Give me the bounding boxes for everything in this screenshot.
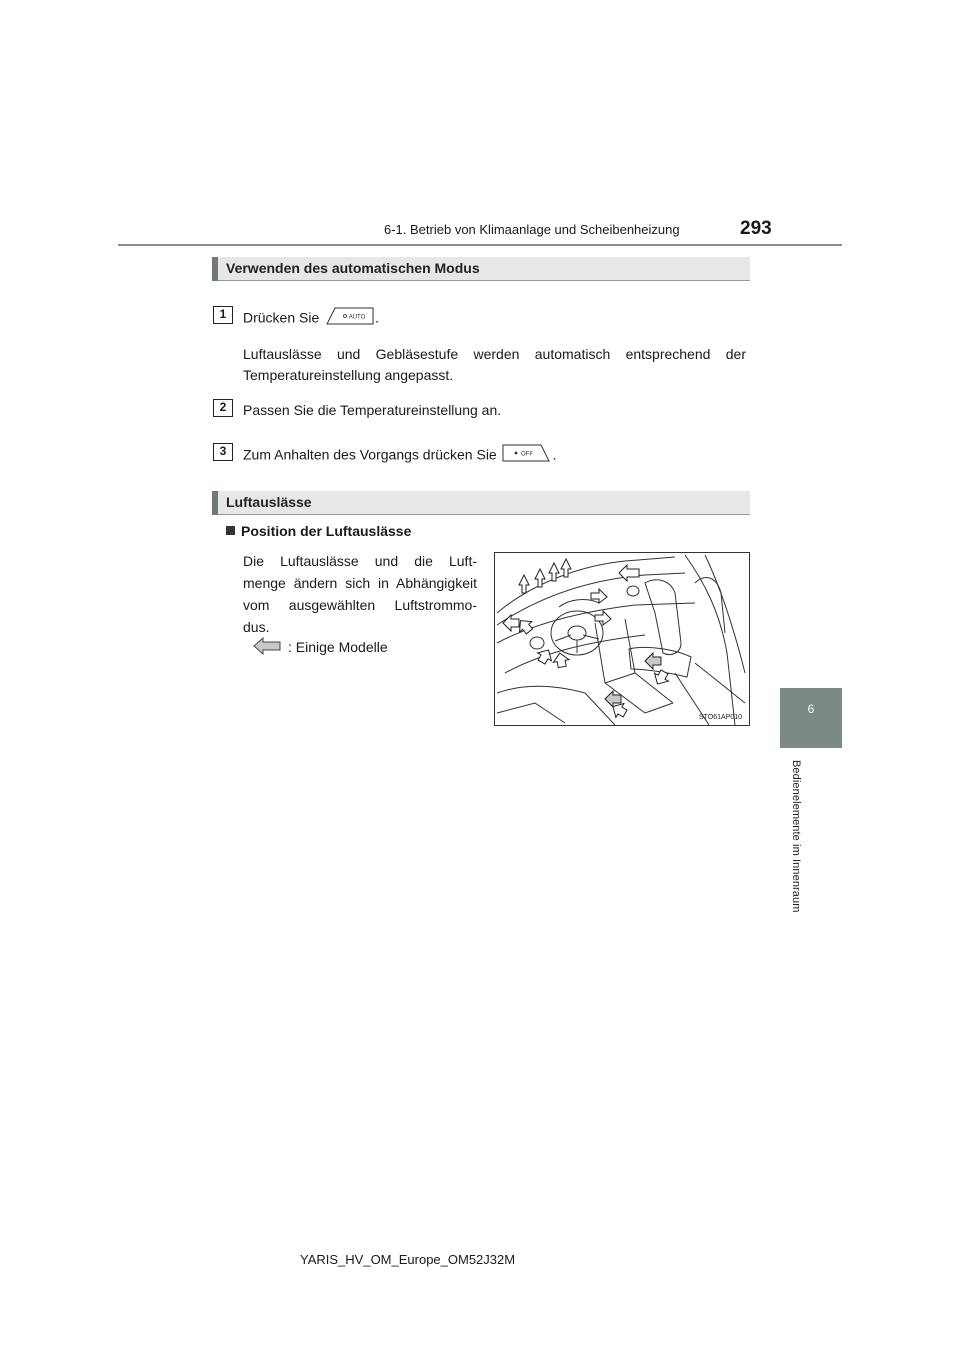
subheading-text: Position der Luftauslässe (241, 523, 412, 539)
air-outlets-illustration (494, 552, 750, 726)
description-line: Die Luftauslässe und die Luft- (243, 553, 477, 569)
description-line: dus. (243, 619, 270, 635)
description-line: vom ausgewählten Luftstrommo- (243, 597, 477, 613)
off-button-icon (501, 443, 553, 469)
optional-arrow-icon (252, 636, 282, 661)
step-1 (243, 306, 379, 332)
section-heading-auto (212, 257, 750, 281)
document-code: YARIS_HV_OM_Europe_OM52J32M (300, 1252, 516, 1267)
auto-button-label: AUTO (348, 314, 366, 321)
car-interior-drawing (495, 553, 749, 725)
section-accent (212, 491, 218, 515)
step-number-3: 3 (213, 443, 233, 461)
step-3 (243, 443, 557, 469)
step-number-1: 1 (213, 306, 233, 324)
header-rule (118, 244, 842, 246)
step-3-text: Zum Anhalten des Vorgangs drücken Sie (243, 446, 497, 463)
subheading-outlets (226, 521, 411, 542)
chapter-number: 6 (807, 702, 815, 716)
chapter-title: Bedienelemente im Innenraum (790, 760, 802, 913)
step-1-period: . (375, 309, 380, 326)
chapter-tab (780, 688, 842, 748)
section-title-auto: Verwenden des automatischen Modus (226, 260, 480, 276)
auto-button-icon (323, 306, 375, 332)
running-header-title: 6-1. Betrieb von Klimaanlage und Scheibenheizung (384, 222, 680, 237)
step-number-2: 2 (213, 399, 233, 417)
outlets-description (243, 550, 477, 638)
square-bullet-icon (226, 526, 235, 535)
section-heading-outlets (212, 491, 750, 515)
page-number: 293 (740, 218, 772, 239)
section-title-outlets: Luftauslässe (226, 494, 312, 510)
step-3-period: . (552, 446, 557, 463)
figure-code: STO61AP010 (699, 714, 743, 721)
legend-text: : Einige Modelle (288, 639, 388, 655)
step-1-note: Luftauslässe und Gebläsestufe werden automatisch entsprechend der Temperatureinstellung angepasst. (243, 346, 746, 383)
step-2-text: Passen Sie die Temperatureinstellung an. (243, 402, 502, 418)
off-button-label: OFF (520, 451, 533, 458)
description-line: menge ändern sich in Abhängigkeit (243, 575, 477, 591)
section-accent (212, 257, 218, 281)
step-1-text: Drücken Sie (243, 309, 320, 326)
